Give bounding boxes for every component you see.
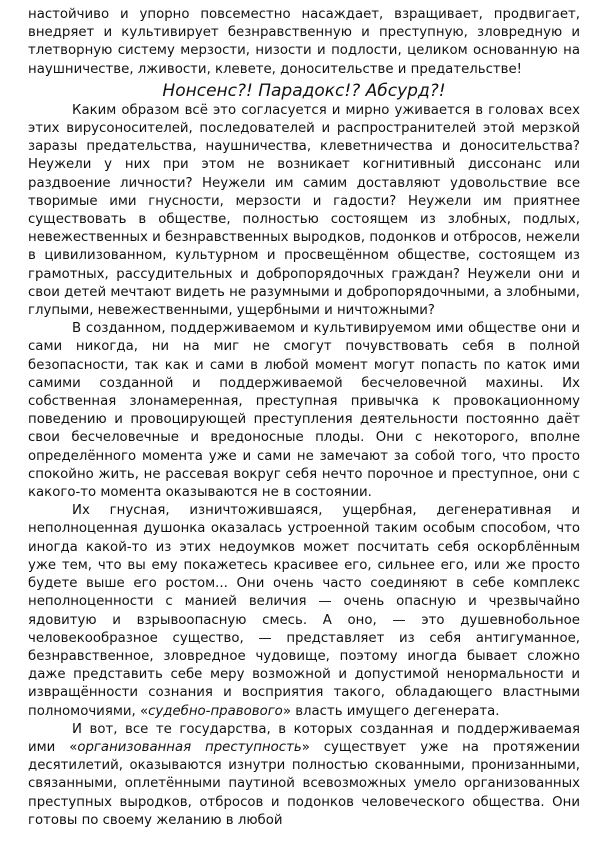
paragraph-continuation: настойчиво и упорно повсеместно насаждает, взращивает, продвигает, внедряет и культивирует безнравственную и преступную, зловредную и тлетворную систему мерзости, низости и подлости, целиком основанную на наушничестве, лживости, клевете, доносительстве и предательстве! (28, 7, 580, 77)
paragraph-3-text-start: Их гнусная, изничтожившаяся, ущербная, дегенеративная и неполноценная душонка оказалась устроенной таким особым способом, что иногда какой-то из этих недоумков может посчитать себя оскорблённым уже тем, что вы ему покажетесь красивее его, сильнее его, или же просто будете выше его ростом... Они очень часто соединяют в себе комплекс неполноценности с манией величия — очень опасную и чрезвычайно ядовитую и взрывоопасную смесь. А оно, — это душевнобольное человекообразное существо, — представляет из себя антигуманное, безнравственное, зловредное чудовище, поэтому иногда бывает сложно даже представить себе меру возможной и допустимой ненормальности и извращённости сознания и восприятия такого, обладающего властными полномочиями, « (28, 503, 580, 719)
paragraph-4 (28, 721, 580, 830)
paragraph-4-italic-phrase: организованная преступность (77, 739, 302, 755)
paragraph-4-text-end: » существует уже на протяжении десятилетий, оказываются изнутри полностью скованными, пронизанными, связанными, оплетёнными паутиной всевозможных умело организованных преступных выродков, отбросов и подонков человеческого общества. Они готовы по своему желанию в любой (28, 739, 581, 828)
section-heading: Нонсенс?! Парадокс!? Абсурд?! (162, 80, 446, 101)
paragraph-3-text-end: » власть имущего дегенерата. (282, 703, 500, 719)
paragraph-2: В созданном, поддерживаемом и культивируемом ими обществе они и сами никогда, ни на миг не смогут почувствовать себя в полной безопасности, так как и сами в любой момент могут попасть по каток ими самими созданной и поддерживаемой бесчеловечной махины. Их собственная злонамеренная, преступная привычка к провокационному поведению и провоцирующей преступления деятельности постоянно даёт свои бесчеловечные и вредоносные плоды. Они с некоторого, вполне определённого момента уже и сами не замечают за собой того, что просто спокойно жить, не рассевая вокруг себя нечто порочное и преступное, они с какого-то момента оказываются не в состоянии. (28, 321, 580, 501)
paragraph-3-italic-phrase: судебно-правового (148, 703, 283, 719)
paragraph-3 (28, 502, 580, 720)
paragraph-4-text-start: И вот, все те государства, в которых созданная и поддерживаемая ими « (28, 721, 580, 755)
paragraph-1: Каким образом всё это согласуется и мирно уживается в головах всех этих вирусоносителей, последователей и распространителей этой мерзкой заразы предательства, наушничества, клеветничества и доносительства? Неужели у них при этом не возникает когнитивный диссонанс или раздвоение личности? Неужели им самим доставляют удовольствие все творимые ими гнусности, мерзости и гадости? Неужели им приятнее существовать в обществе, полностью состоящем из злобных, подлых, невежественных и безнравственных выродков, подонков и отбросов, нежели в цивилизованном, культурном и просвещённом обществе, состоящем из грамотных, рассудительных и добропорядочных граждан? Неужели они и свои детей мечтают видеть не разумными и добропорядочными, а злобными, глупыми, невежественными, ущербными и ничтожными? (28, 102, 580, 319)
